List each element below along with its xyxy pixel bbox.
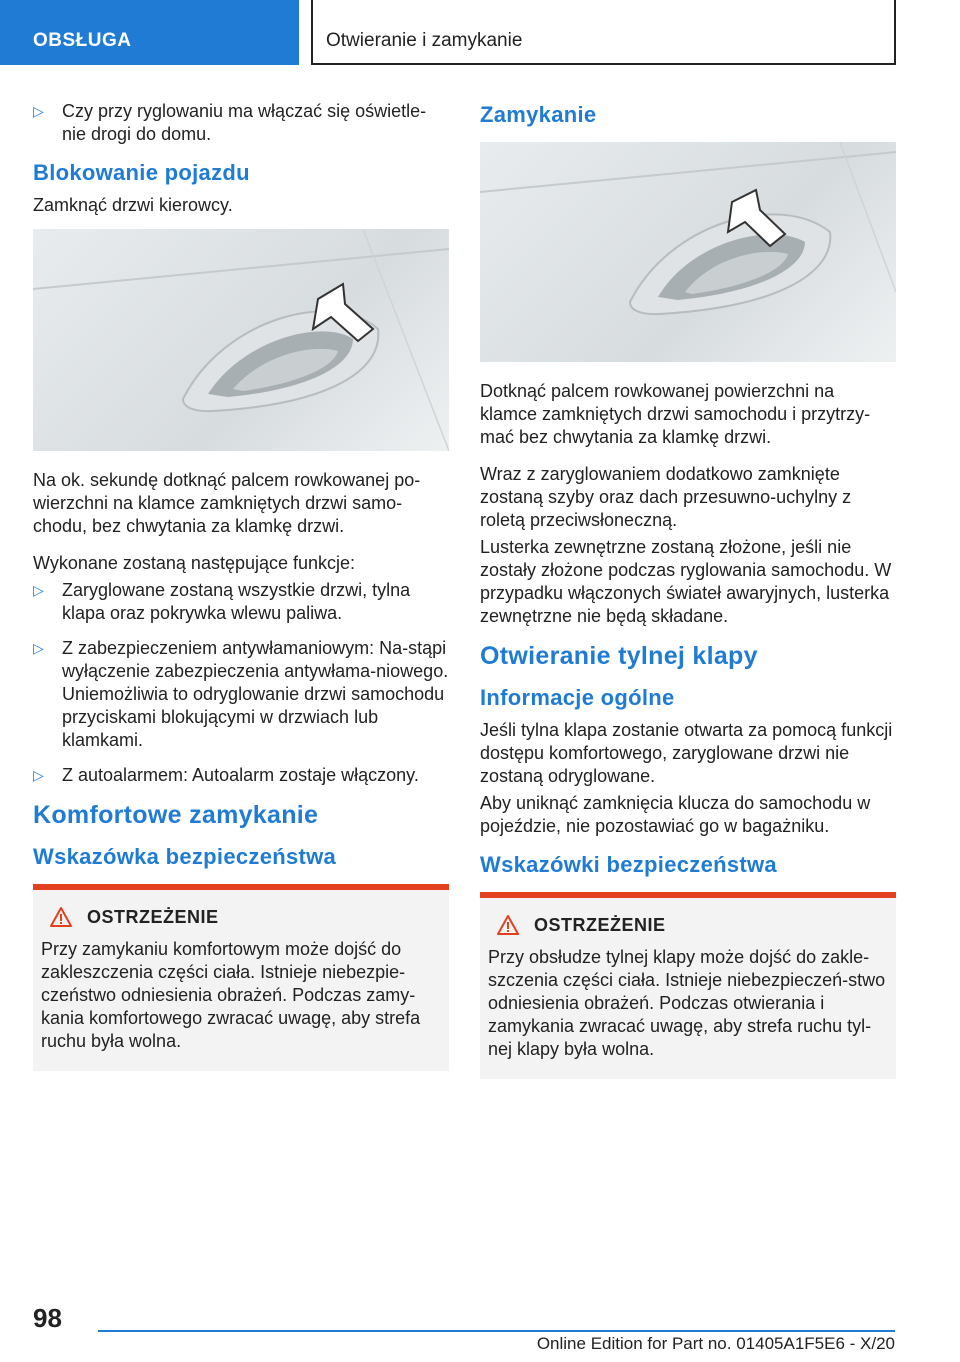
chapter-label: Otwieranie i zamykanie [326, 30, 523, 51]
warning-box [33, 884, 449, 1071]
closing-extra: Wraz z zaryglowaniem dodatkowo zamknięte zostaną szyby oraz dach przesuwno-uchylny z roletą przeciwsłoneczną. [480, 464, 852, 530]
warning-triangle-icon [496, 914, 520, 936]
triangle-bullet-icon: ▷ [33, 103, 44, 119]
warning-title: OSTRZEŻENIE [534, 914, 666, 935]
door-handle-lock-figure [33, 229, 449, 451]
safety-heading: Wskazówki bezpieczeństwa [480, 852, 777, 877]
list-item: ▷ Z autoalarmem: Autoalarm zostaje włączony. [33, 765, 419, 785]
list-item: ▷ Czy przy ryglowaniu ma włączać się oświetle-nie drogi do domu. [33, 101, 427, 144]
door-handle-close-figure [480, 142, 896, 362]
warning-text: Przy obsłudze tylnej klapy może dojść do zakle-szczenia części ciała. Istnieje niebezpieczeń-stwo odniesienia obrażeń. Podczas otwierania i zamykania zwracać uwagę, aby strefa ruchu tyl-nej klapy była wolna. [488, 947, 886, 1059]
triangle-bullet-icon: ▷ [33, 767, 44, 783]
list-item: ▷ Zaryglowane zostaną wszystkie drzwi, tylna klapa oraz pokrywka wlewu paliwa. [33, 580, 411, 623]
lock-heading: Blokowanie pojazdu [33, 160, 250, 185]
tailgate-heading: Otwieranie tylnej klapy [480, 642, 758, 670]
triangle-bullet-icon: ▷ [33, 582, 44, 598]
top-bullet-list [33, 100, 449, 146]
closing-heading: Zamykanie [480, 102, 597, 127]
info-text-1: Jeśli tylna klapa zostanie otwarta za pomocą funkcji dostępu komfortowego, zaryglowane drzwi nie zostaną odryglowane. [480, 720, 893, 786]
safety-heading: Wskazówka bezpieczeństwa [33, 844, 337, 869]
functions-list [33, 579, 449, 787]
info-heading: Informacje ogólne [480, 685, 675, 710]
edition-link[interactable]: Online Edition for Part no. 01405A1F5E6 - X/20 [536, 1334, 895, 1353]
triangle-bullet-icon: ▷ [33, 640, 44, 656]
left-column [33, 100, 449, 1071]
warning-text: Przy zamykaniu komfortowym może dojść do zakleszczenia części ciała. Istnieje niebezpie-czeństwo odniesienia obrażeń. Podczas zamy-kania komfortowego zwracać uwagę, aby strefa ruchu była wolna. [41, 939, 421, 1051]
list-item: ▷ Z zabezpieczeniem antywłamaniowym: Na-stąpi wyłączenie zabezpieczenia antywłama-niowego. Uniemożliwia to odryglowanie drzwi samochodu przyciskami blokującymi w drzwiach lub klamkami. [33, 638, 449, 750]
warning-title: OSTRZEŻENIE [87, 906, 219, 927]
mirrors-text: Lusterka zewnętrzne zostaną złożone, jeśli nie zostały złożone podczas ryglowania samochodu. W przypadku włączonych świateł awaryjnych, lusterka zewnętrzne nie będą składane. [480, 537, 892, 626]
info-text-2: Aby uniknąć zamknięcia klucza do samochodu w pojeździe, nie pozostawiać go w bagażniku. [480, 793, 871, 836]
page-number: 98 [33, 1303, 62, 1333]
lock-instruction: Na ok. sekundę dotknąć palcem rowkowanej po-wierzchni na klamce zamkniętych drzwi samo-chodu, bez chwytania za klamkę drzwi. [33, 470, 421, 536]
chapter-header [311, 0, 896, 65]
right-column [480, 100, 896, 1079]
footer-divider [98, 1330, 895, 1332]
comfort-heading: Komfortowe zamykanie [33, 801, 319, 829]
section-tab [0, 0, 299, 65]
warning-box [480, 892, 896, 1079]
warning-triangle-icon [49, 906, 73, 928]
section-label: OBSŁUGA [33, 30, 132, 51]
functions-intro: Wykonane zostaną następujące funkcje: [33, 553, 356, 573]
closing-text: Dotknąć palcem rowkowanej powierzchni na klamce zamkniętych drzwi samochodu i przytrzy-mać bez chwytania za klamkę drzwi. [480, 381, 871, 447]
lock-text: Zamknąć drzwi kierowcy. [33, 195, 233, 215]
